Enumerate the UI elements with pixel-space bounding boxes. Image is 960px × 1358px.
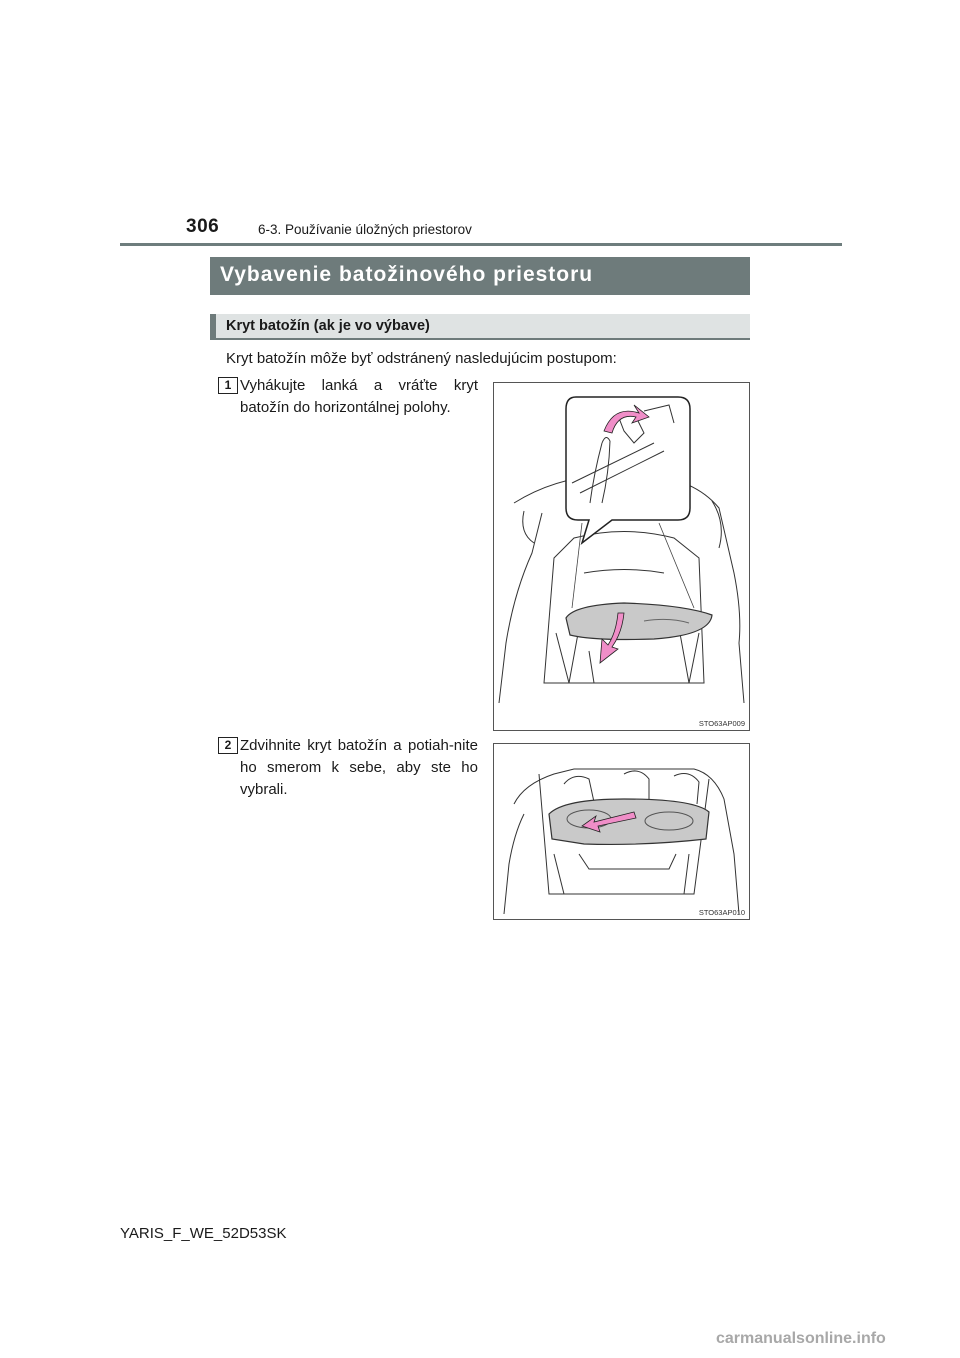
step-number-2: 2 bbox=[218, 737, 238, 754]
page-title: Vybavenie batožinového priestoru bbox=[210, 257, 750, 295]
watermark[interactable]: carmanualsonline.info bbox=[716, 1330, 886, 1347]
step-text-2: Zdvihnite kryt batožín a potiah-nite ho smerom k sebe, aby ste ho vybrali. bbox=[240, 737, 478, 798]
header-divider bbox=[120, 243, 842, 246]
figure-step-1 bbox=[493, 382, 750, 731]
figure-step-2 bbox=[493, 743, 750, 920]
figure-code-2: STO63AP010 bbox=[698, 908, 745, 917]
figure-code-1: STO63AP009 bbox=[698, 719, 745, 728]
subsection-title: Kryt batožín (ak je vo výbave) bbox=[210, 314, 750, 340]
trunk-cover-remove-illustration bbox=[494, 744, 749, 919]
page-number: 306 bbox=[186, 216, 220, 237]
footer-code: YARIS_F_WE_52D53SK bbox=[120, 1225, 287, 1242]
step-number-1: 1 bbox=[218, 377, 238, 394]
section-header: 6-3. Používanie úložných priestorov bbox=[258, 222, 472, 237]
step-text-1: Vyhákujte lanká a vráťte kryt batožín do horizontálnej polohy. bbox=[240, 377, 478, 416]
intro-text: Kryt batožín môže byť odstránený nasledujúcim postupom: bbox=[226, 350, 617, 367]
trunk-cover-unhook-illustration bbox=[494, 383, 749, 730]
